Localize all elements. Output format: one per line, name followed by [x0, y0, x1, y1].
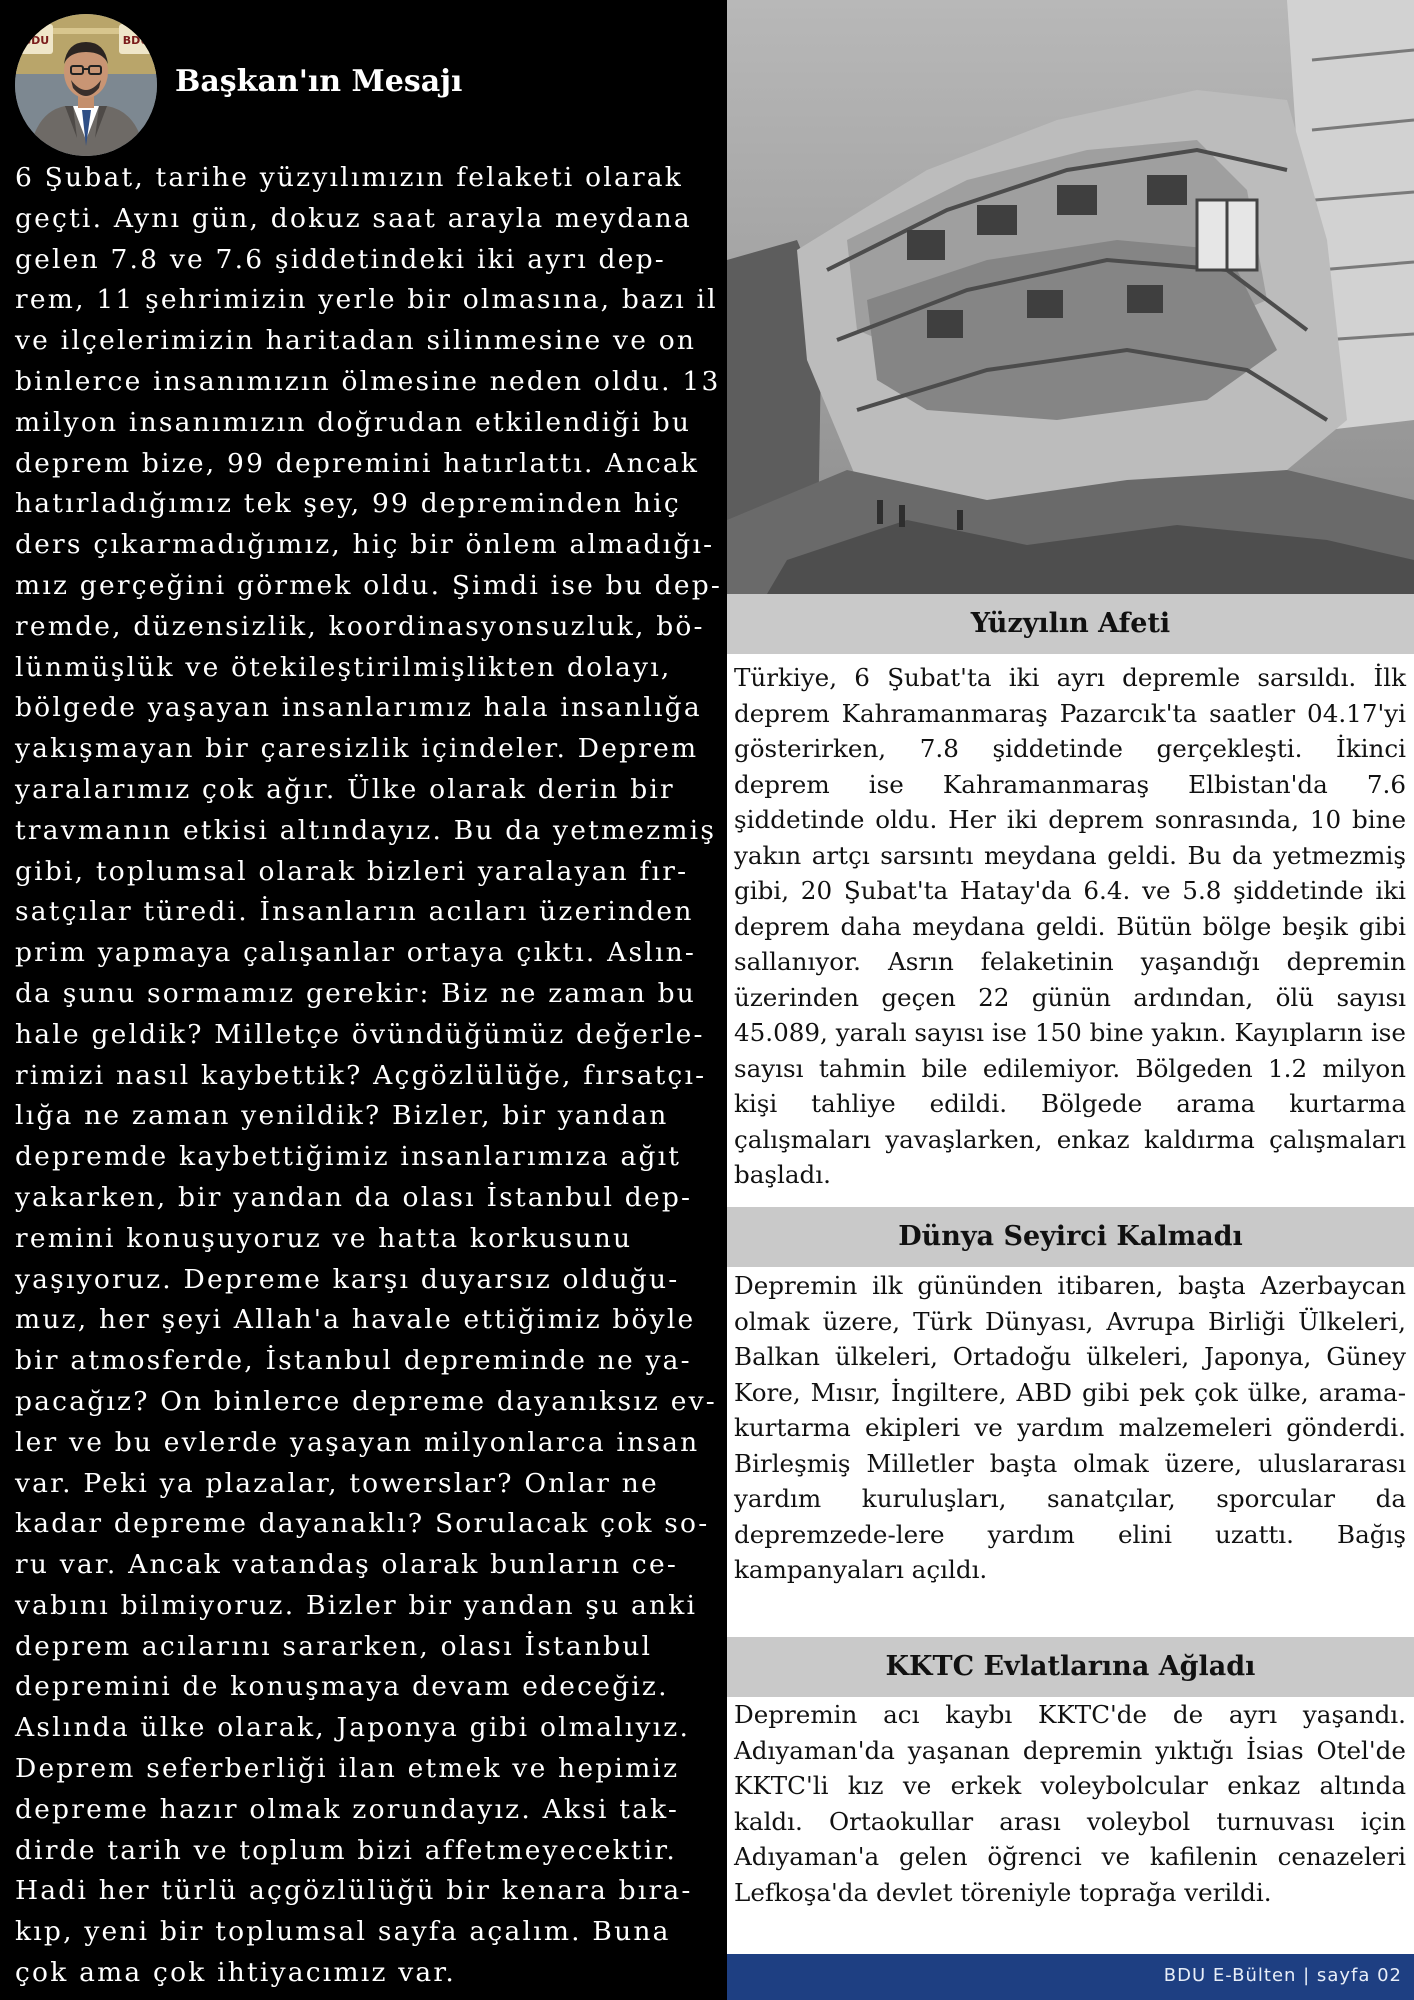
collapsed-building-photo-icon: [727, 0, 1414, 594]
section-title-dunya-seyirci-kalmadi: Dünya Seyirci Kalmadı: [727, 1207, 1414, 1267]
message-line: lığa ne zaman yenildik? Bizler, bir yandan: [15, 1100, 669, 1132]
message-line: yakışmayan bir çaresizlik içindeler. Deprem: [15, 733, 699, 765]
message-line: yakarken, bir yandan da olası İstanbul dep-: [15, 1181, 693, 1213]
message-line: geçti. Aynı gün, dokuz saat arayla meydana: [15, 202, 692, 234]
section-body-kktc-evlatlarina-agladi: Depremin acı kaybı KKTC'de de ayrı yaşandı. Adıyaman'da yaşanan depremin yıktığı İsias Otel'de KKTC'li kız ve erkek voleybolcular enkaz altında kaldı. Ortaokullar arası voleybol turnuvası için Adıyaman'a gelen öğrenci ve kafilenin cenazeleri Lefkoşa'da devlet töreniyle toprağa verildi.: [734, 1700, 1406, 1907]
message-line: muz, her şeyi Allah'a havale ettiğimiz böyle: [15, 1304, 696, 1336]
message-line: depremde kaybettiğimiz insanlarımıza ağıt: [15, 1141, 682, 1173]
message-line: milyon insanımızın doğrudan etkilendiği bu: [15, 406, 692, 438]
message-line: satçılar türedi. İnsanların acıları üzerinden: [15, 896, 694, 928]
message-line: vabını bilmiyoruz. Bizler bir yandan şu anki: [15, 1589, 698, 1621]
message-line: binlerce insanımızın ölmesine neden oldu. 13: [15, 365, 721, 397]
message-line: deprem acılarını sararken, olası İstanbul: [15, 1630, 653, 1662]
president-portrait-icon: [15, 14, 157, 156]
message-title: Başkan'ın Mesajı: [175, 64, 463, 99]
message-line: lünmüşlük ve ötekileştirilmişlikten dolayı,: [15, 651, 672, 683]
section-title-yuzyilin-afeti: Yüzyılın Afeti: [727, 594, 1414, 654]
message-line: travmanın etkisi altındayız. Bu da yetmezmiş: [15, 814, 717, 846]
message-line: kıp, yeni bir toplumsal sayfa açalım. Buna: [15, 1916, 671, 1948]
earthquake-photo: [727, 0, 1414, 594]
footer-page-label: BDU E-Bülten | sayfa 02: [1163, 1965, 1402, 1986]
message-line: remde, düzensizlik, koordinasyonsuzluk, bö-: [15, 610, 705, 642]
message-line: yaralarımız çok ağır. Ülke olarak derin bir: [15, 773, 675, 805]
avatar-badge-right: BDU: [122, 34, 150, 47]
message-line: bölgede yaşayan insanlarımız hala insanlığa: [15, 692, 702, 724]
message-line: hale geldik? Milletçe övündüğümüz değerle-: [15, 1018, 705, 1050]
message-line: pacağız? On binlerce depreme dayanıksız ev-: [15, 1385, 717, 1417]
message-line: bir atmosferde, İstanbul depreminde ne ya-: [15, 1345, 692, 1377]
message-line: gibi, toplumsal olarak bizleri yaralayan fır-: [15, 855, 689, 887]
message-line: depremini de konuşmaya devam edeceğiz.: [15, 1671, 669, 1703]
avatar-badge-left: BDU: [22, 34, 50, 47]
message-line: Deprem seferberliği ilan etmek ve hepimiz: [15, 1753, 680, 1785]
message-line: rimizi nasıl kaybettik? Açgözlülüğe, fırsatçı-: [15, 1059, 707, 1091]
message-body: [15, 158, 727, 1994]
message-line: ru var. Ancak vatandaş olarak bunların ce-: [15, 1549, 678, 1581]
message-line: Aslında ülke olarak, Japonya gibi olmalıyız.: [15, 1712, 691, 1744]
message-line: yaşıyoruz. Depreme karşı duyarsız olduğu-: [15, 1263, 680, 1295]
message-line: çok ama çok ihtiyacımız var.: [15, 1957, 456, 1989]
news-column: [727, 0, 1414, 2000]
president-avatar: [15, 14, 157, 156]
message-line: ders çıkarmadığımız, hiç bir önlem almadığı-: [15, 529, 715, 561]
section-title-kktc-evlatlarina-agladi: KKTC Evlatlarına Ağladı: [727, 1637, 1414, 1697]
section-body-dunya-seyirci-kalmadi: Depremin ilk gününden itibaren, başta Azerbaycan olmak üzere, Türk Dünyası, Avrupa Birliği Ülkeleri, Balkan ülkeleri, Ortadoğu ülkeleri, Japonya, Güney Kore, Mısır, İngiltere, ABD gibi pek çok ülke, arama-kurtarma ekipleri ve yardım malzemeleri gönderdi. Birleşmiş Milletler başta olmak üzere, uluslararası yardım kuruluşları, sanatçılar, sporcular da depremzede-lere yardım elini uzattı. Bağış kampanyaları açıldı.: [734, 1271, 1406, 1584]
message-line: prim yapmaya çalışanlar ortaya çıktı. Aslın-: [15, 937, 697, 969]
message-line: hatırladığımız tek şey, 99 depreminden hiç: [15, 488, 681, 520]
message-line: mız gerçeğini görmek oldu. Şimdi ise bu dep-: [15, 569, 723, 601]
message-line: 6 Şubat, tarihe yüzyılımızın felaketi olarak: [15, 162, 684, 193]
message-line: gelen 7.8 ve 7.6 şiddetindeki iki ayrı dep-: [15, 243, 666, 275]
message-line: deprem bize, 99 depremini hatırlattı. Ancak: [15, 447, 700, 479]
message-line: ler ve bu evlerde yaşayan milyonlarca insan: [15, 1426, 700, 1458]
message-line: rem, 11 şehrimizin yerle bir olmasına, bazı il: [15, 284, 718, 316]
message-line: remini konuşuyoruz ve hatta korkusunu: [15, 1222, 633, 1254]
message-line: da şunu sormamız gerekir: Biz ne zaman bu: [15, 977, 697, 1009]
message-line: ve ilçelerimizin haritadan silinmesine ve on: [15, 325, 697, 357]
message-line: var. Peki ya plazalar, towerslar? Onlar ne: [15, 1467, 659, 1499]
message-line: kadar depreme dayanaklı? Sorulacak çok so-: [15, 1508, 710, 1540]
footer-bar: [727, 1954, 1414, 2000]
message-line: dirde tarih ve toplum bizi affetmeyecektir.: [15, 1834, 677, 1866]
message-line: depreme hazır olmak zorundayız. Aksi tak-: [15, 1793, 680, 1825]
message-line: Hadi her türlü açgözlülüğü bir kenara bıra-: [15, 1875, 693, 1907]
section-body-yuzyilin-afeti: Türkiye, 6 Şubat'ta iki ayrı depremle sarsıldı. İlk deprem Kahramanmaraş Pazarcık'ta saatler 04.17'yi gösterirken, 7.8 şiddetinde gerçekleşti. İkinci deprem ise Kahramanmaraş Elbistan'da 7.6 şiddetinde oldu. Her iki deprem sonrasında, 10 bine yakın artçı sarsıntı meydana geldi. Bu da yetmezmiş gibi, 20 Şubat'ta Hatay'da 6.4. ve 5.8 şiddetinde iki deprem daha meydana geldi. Bütün bölge beşik gibi sallanıyor. Asrın felaketinin yaşandığı depremin üzerinden geçen 22 günün ardından, ölü sayısı 45.089, yaralı sayısı ise 150 bine yakın. Kayıpların ise sayısı tahmin bile edilemiyor. Bölgeden 1.2 milyon kişi tahliye edildi. Bölgede arama kurtarma çalışmaları yavaşlarken, enkaz kaldırma çalışmaları başladı.: [734, 663, 1406, 1189]
